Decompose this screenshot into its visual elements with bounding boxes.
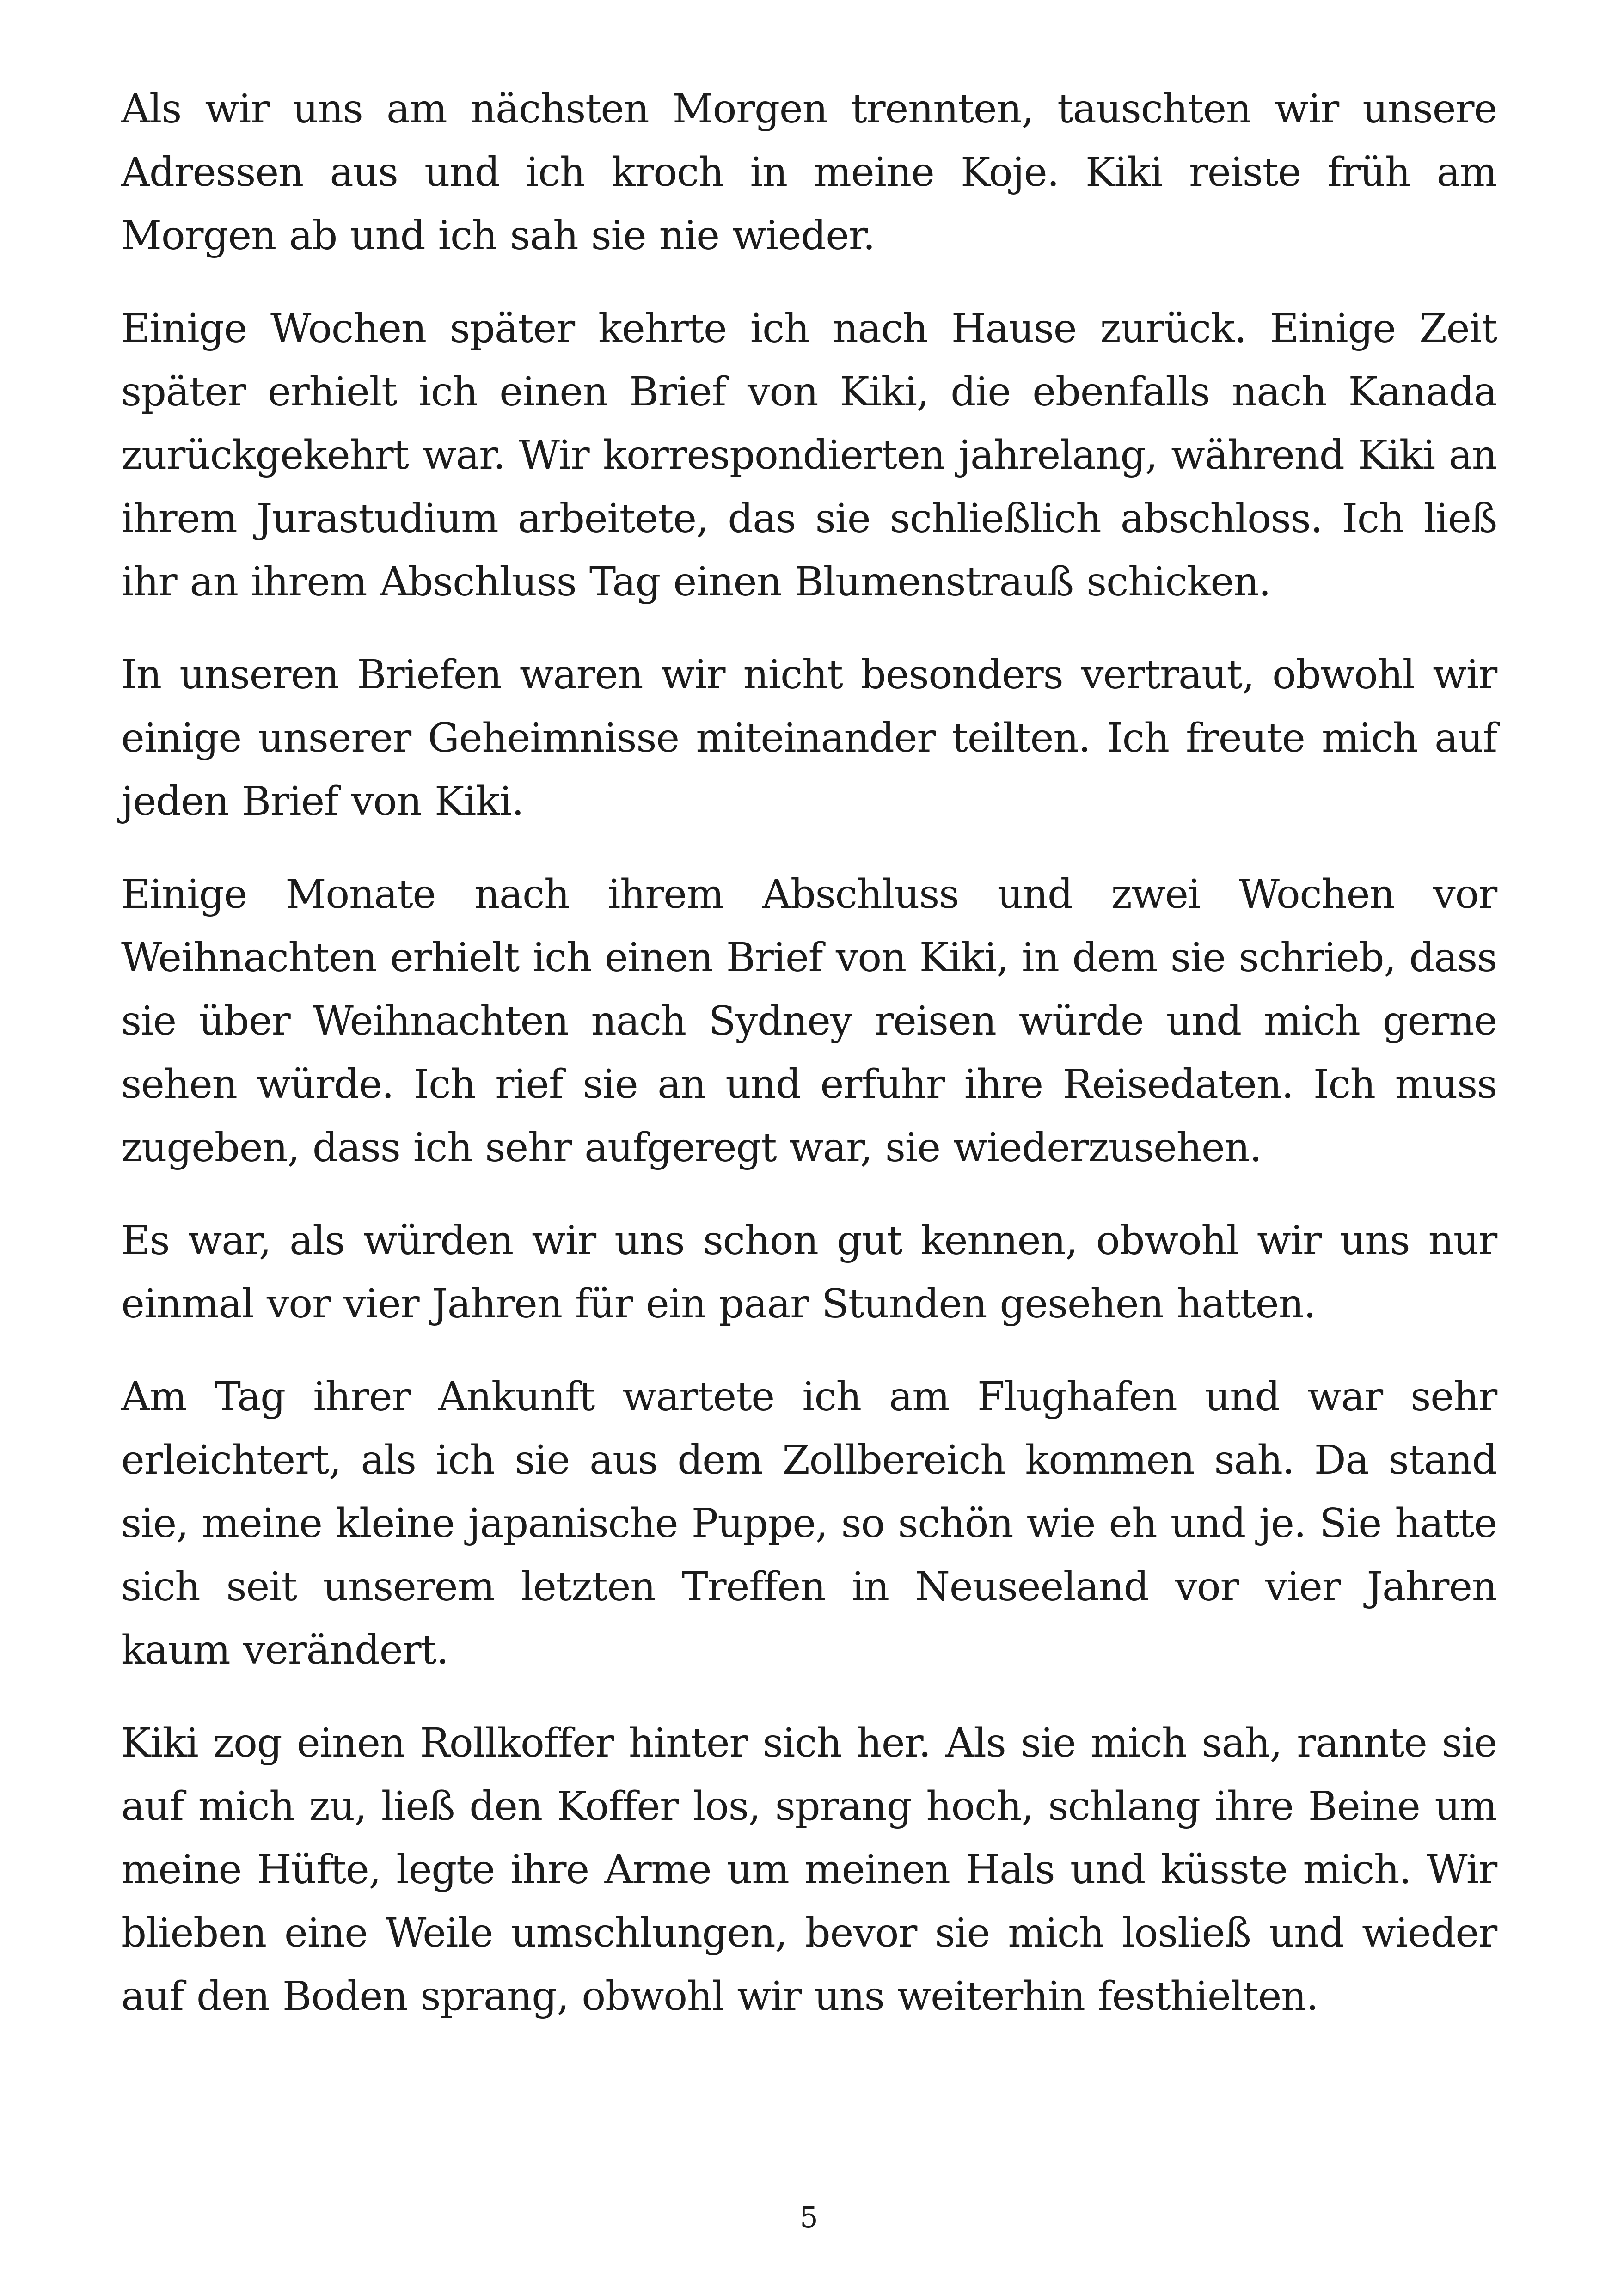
paragraph-1: Als wir uns am nächsten Morgen trennten, tauschten wir unsere Adressen aus und ich kroch in meine Koje. Kiki reiste früh am Morgen ab und ich sah sie nie wieder. <box>121 86 1497 259</box>
paragraph-7: Kiki zog einen Rollkoffer hinter sich her. Als sie mich sah, rannte sie auf mich zu, ließ den Koffer los, sprang hoch, schlang ihre Beine um meine Hüfte, legte ihre Arme um meinen Hals und küsste mich. Wir blieben eine Weile umschlungen, bevor sie mich losließ und wieder auf den Boden sprang, obwohl wir uns weiterhin festhielten. <box>121 1720 1497 2020</box>
paragraph-2: Einige Wochen später kehrte ich nach Hause zurück. Einige Zeit später erhielt ich einen Brief von Kiki, die ebenfalls nach Kanada zurückgekehrt war. Wir korrespondierten jahrelang, während Kiki an ihrem Jurastudium arbeitete, das sie schließlich abschloss. Ich ließ ihr an ihrem Abschluss Tag einen Blumenstrauß schicken. <box>121 306 1497 605</box>
page-number: 5 <box>800 2200 818 2234</box>
paragraph-5: Es war, als würden wir uns schon gut kennen, obwohl wir uns nur einmal vor vier Jahren für ein paar Stunden gesehen hatten. <box>121 1218 1497 1327</box>
paragraph-6: Am Tag ihrer Ankunft wartete ich am Flughafen und war sehr erleichtert, als ich sie aus dem Zollbereich kommen sah. Da stand sie, meine kleine japanische Puppe, so schön wie eh und je. Sie hatte sich seit unserem letzten Treffen in Neuseeland vor vier Jahren kaum verändert. <box>121 1374 1497 1673</box>
paragraph-4: Einige Monate nach ihrem Abschluss und zwei Wochen vor Weihnachten erhielt ich einen Brief von Kiki, in dem sie schrieb, dass sie über Weihnachten nach Sydney reisen würde und mich gerne sehen würde. Ich rief sie an und erfuhr ihre Reisedaten. Ich muss zugeben, dass ich sehr aufgeregt war, sie wiederzusehen. <box>121 871 1497 1171</box>
paragraph-3: In unseren Briefen waren wir nicht besonders vertraut, obwohl wir einige unserer Geheimnisse miteinander teilten. Ich freute mich auf jeden Brief von Kiki. <box>121 652 1497 825</box>
body-text <box>121 78 1497 2058</box>
